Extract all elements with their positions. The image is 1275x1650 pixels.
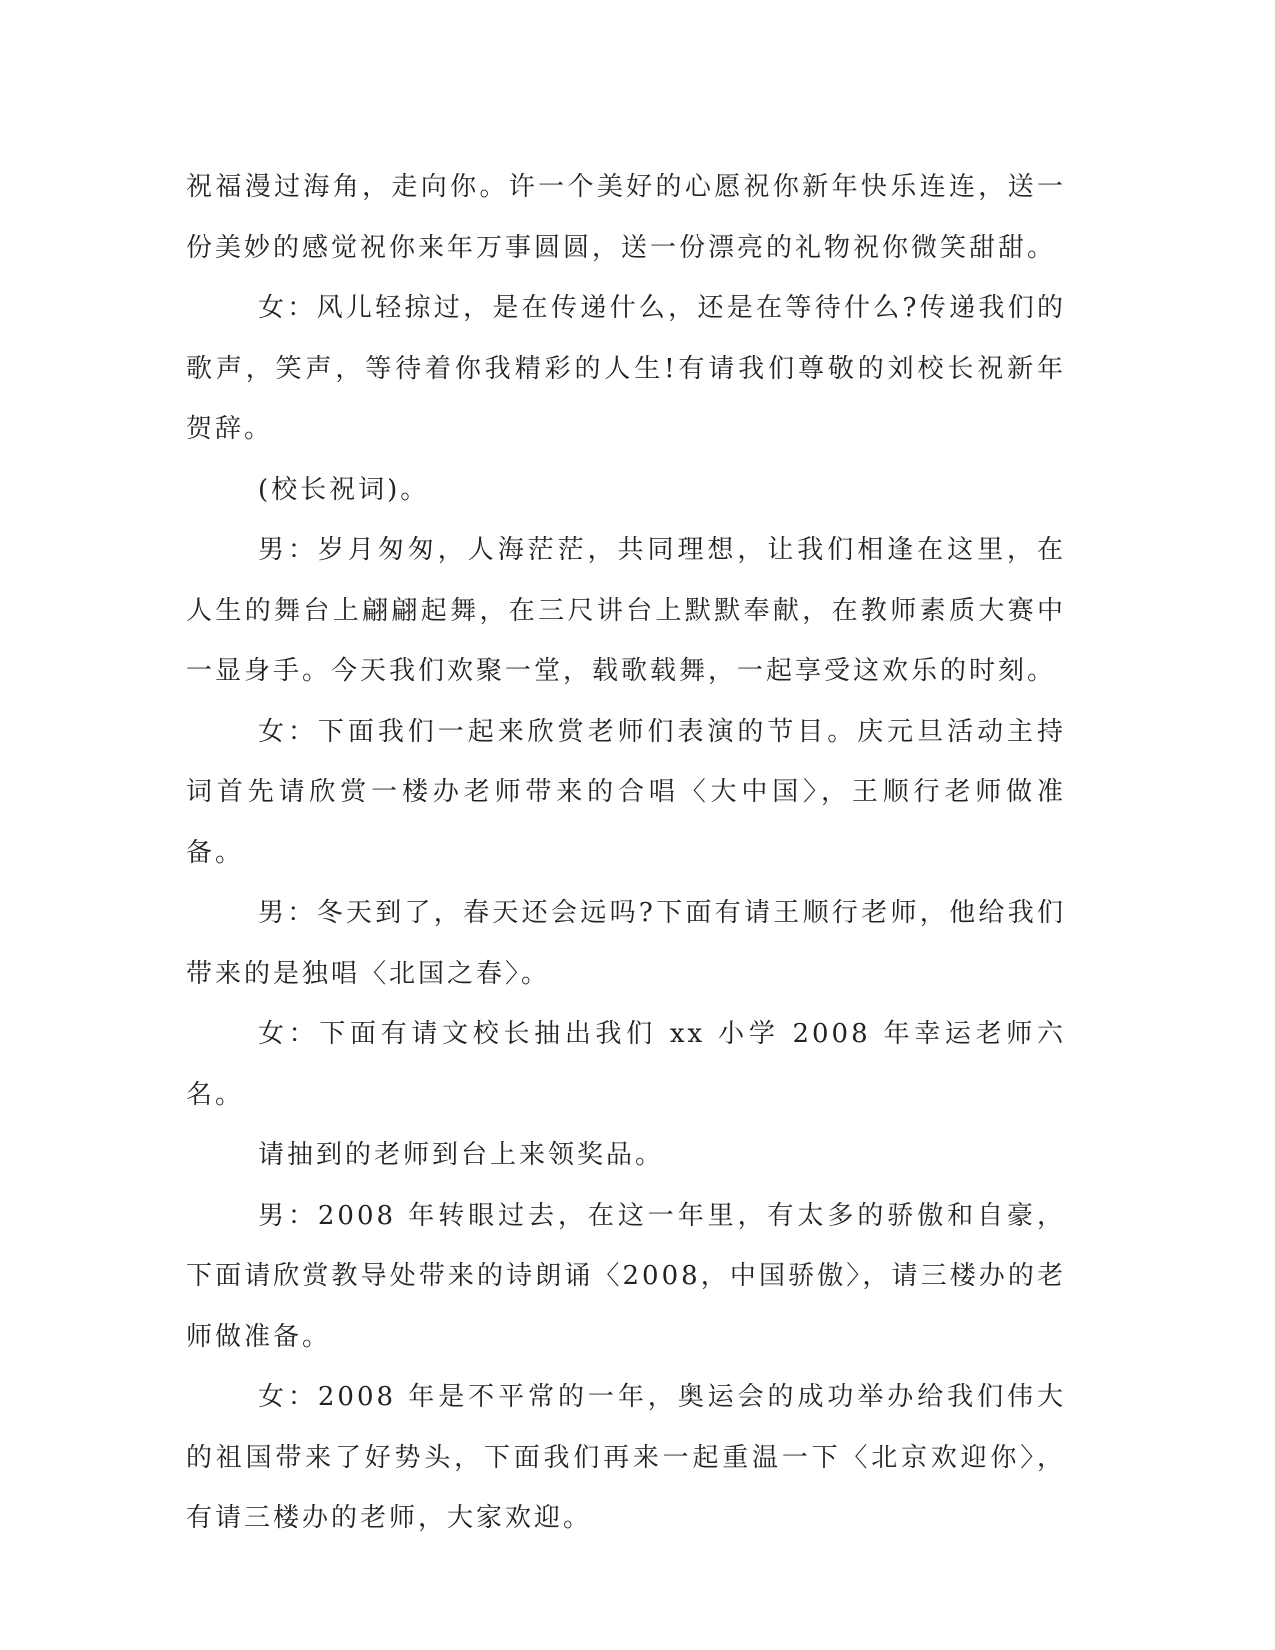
paragraph-9: 男：2008 年转眼过去，在这一年里，有太多的骄傲和自豪，下面请欣赏教导处带来的诗朗诵〈2008，中国骄傲〉，请三楼办的老师做准备。: [186, 1200, 1066, 1352]
paragraph-4: 男：岁月匆匆，人海茫茫，共同理想，让我们相逢在这里，在人生的舞台上翩翩起舞，在三尺讲台上默默奉献，在教师素质大赛中一显身手。今天我们欢聚一堂，载歌载舞，一起享受这欢乐的时刻。: [186, 535, 1066, 686]
paragraph-8: 请抽到的老师到台上来领奖品。: [258, 1140, 665, 1170]
paragraph-3: (校长祝词)。: [258, 474, 430, 505]
document-body: [186, 157, 1066, 1549]
paragraph-2: 女：风儿轻掠过，是在传递什么，还是在等待什么?传递我们的歌声，笑声，等待着你我精彩的人生!有请我们尊敬的刘校长祝新年贺辞。: [186, 293, 1066, 444]
paragraph-6: 男：冬天到了，春天还会远吗?下面有请王顺行老师，他给我们带来的是独唱〈北国之春〉。: [186, 898, 1066, 989]
paragraph-7: 女：下面有请文校长抽出我们 xx 小学 2008 年幸运老师六名。: [186, 1019, 1066, 1110]
paragraph-10: 女：2008 年是不平常的一年，奥运会的成功举办给我们伟大的祖国带来了好势头，下面我们再来一起重温一下〈北京欢迎你〉，有请三楼办的老师，大家欢迎。: [186, 1382, 1066, 1533]
paragraph-1: 祝福漫过海角，走向你。许一个美好的心愿祝你新年快乐连连，送一份美妙的感觉祝你来年万事圆圆，送一份漂亮的礼物祝你微笑甜甜。: [186, 172, 1066, 263]
paragraph-5: 女：下面我们一起来欣赏老师们表演的节目。庆元旦活动主持词首先请欣赏一楼办老师带来的合唱〈大中国〉，王顺行老师做准备。: [186, 716, 1066, 868]
